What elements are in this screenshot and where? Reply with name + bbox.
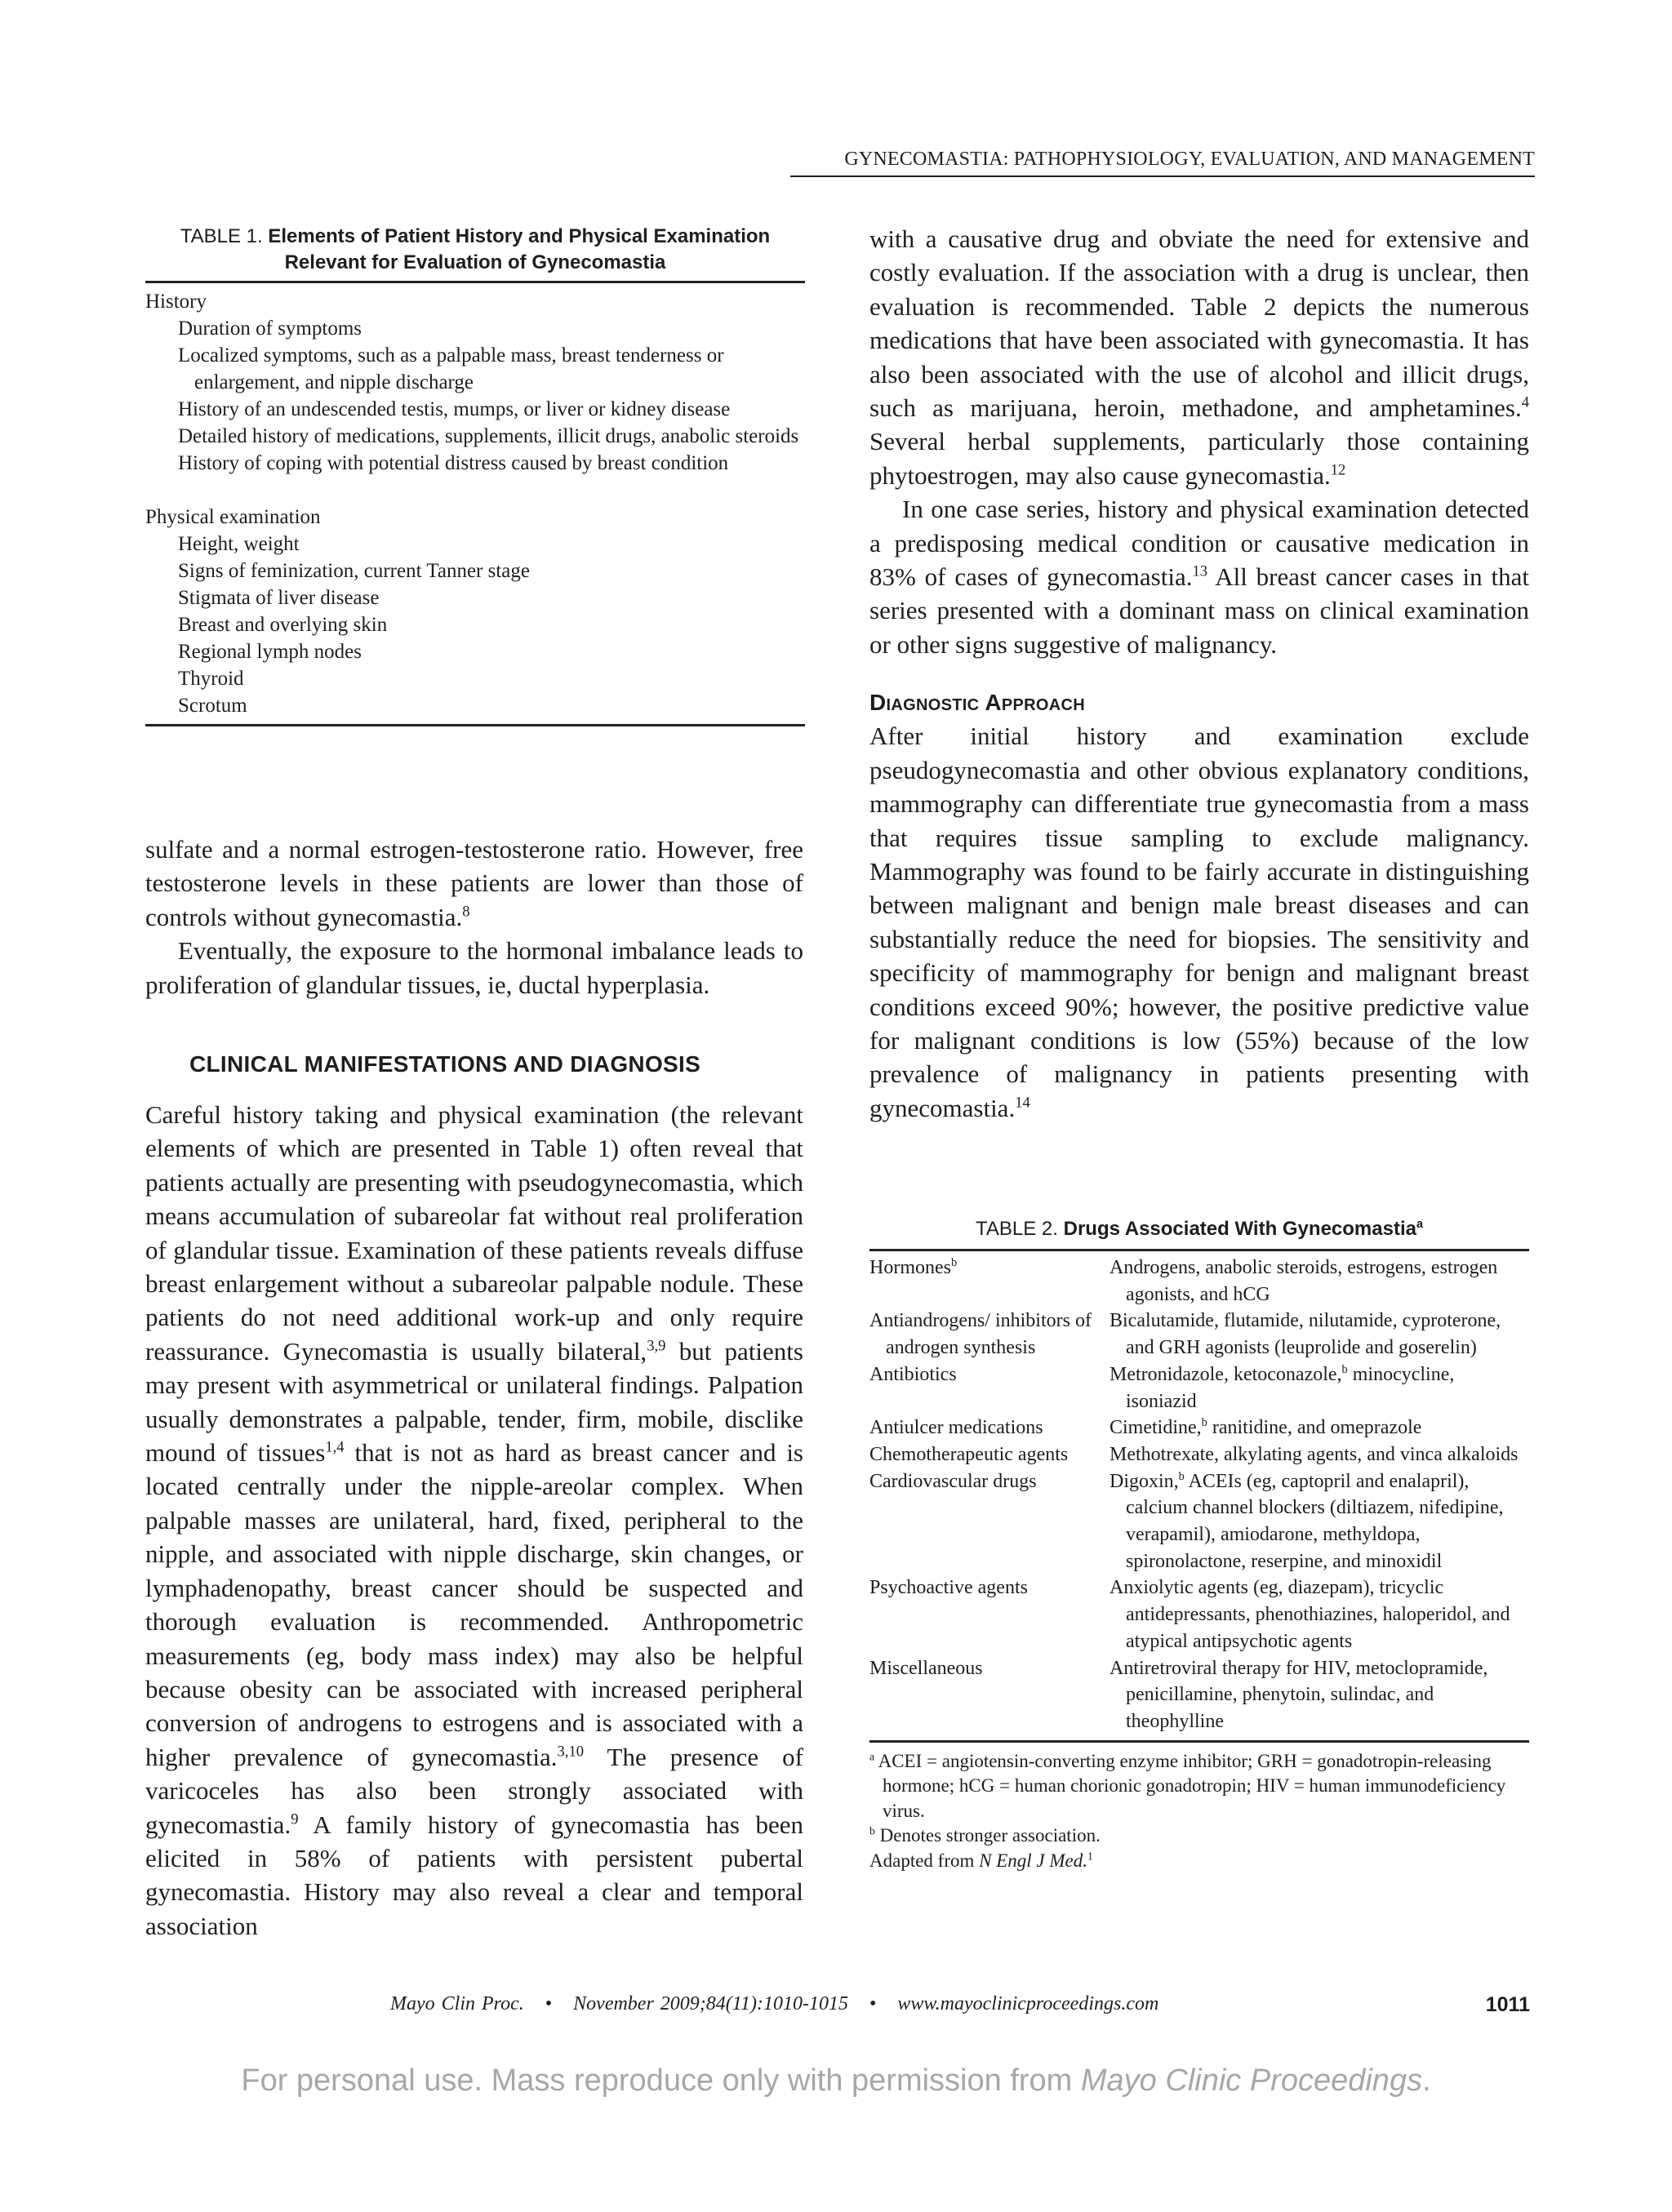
table-2 (869, 1216, 1529, 1874)
table-2-grid (869, 1251, 1529, 1740)
table-row: Miscellaneous Antiretroviral therapy for HIV, metoclopramide, penicillamine, phenytoin, sulindac, and theophylline (869, 1657, 1488, 1732)
permission-notice: For personal use. Mass reproduce only with permission from Mayo Clinic Proceedings. (241, 2063, 1431, 2098)
page-footer (145, 1993, 1530, 2026)
body-paragraph: with a causative drug and obviate the need for extensive and costly evaluation. If the association with a drug is unclear, then evaluation is recommended. Table 2 depicts the numerous medications that have been associated with gynecomastia. It has also been associated with the use of alcohol and illicit drugs, such as marijuana, heroin, methadone, and amphetamines.$^4$ Several herbal supplements, particularly those containing phytoestrogen, may also cause gynecomastia.$^{12}$ (869, 224, 1529, 490)
table-1-caption (145, 224, 805, 276)
body-paragraph: Eventually, the exposure to the hormonal imbalance leads to proliferation of glandular tissues, ie, ductal hyperplasia. (145, 936, 803, 999)
table-1-history-item: Detailed history of medications, supplements, illicit drugs, anabolic steroids (178, 425, 799, 447)
running-head: GYNECOMASTIA: PATHOPHYSIOLOGY, EVALUATION, AND MANAGEMENT (790, 149, 1535, 177)
table-2-caption: TABLE 2. Drugs Associated With Gynecomastia$^a$ (976, 1218, 1423, 1240)
footer-citation: Mayo Clin Proc. • November 2009;84(11):1010-1015 • www.mayoclinicproceedings.com (390, 1993, 1159, 2014)
table-row: Psychoactive agents Anxiolytic agents (eg, diazepam), tricyclic antidepressants, phenothiazines, haloperidol, and atypical antipsychotic agents (869, 1577, 1510, 1652)
table-row: Antibiotics Metronidazole, ketoconazole,$^b$ minocycline, isoniazid (869, 1362, 1455, 1412)
left-column (145, 833, 803, 1002)
table-1-exam-item: Stigmata of liver disease (178, 587, 380, 609)
left-column-continued (145, 1098, 803, 1943)
table-1 (145, 224, 805, 726)
table-2-footnotes (869, 1743, 1529, 1874)
table-2-title: Drugs Associated With Gynecomastia (1063, 1218, 1416, 1240)
right-column (869, 222, 1529, 1125)
table-1-exam-heading: Physical examination (145, 506, 321, 528)
table-1-title: Elements of Patient History and Physical Examination Relevant for Evaluation of Gynecomastia (268, 225, 771, 273)
table-1-exam-item: Breast and overlying skin (178, 614, 388, 636)
body-paragraph: In one case series, history and physical examination detected a predisposing medical condition or causative medication in 83% of cases of gynecomastia.$^{13}$ All breast cancer cases in that series presented with a dominant mass on clinical examination or other signs suggestive of malignancy. (869, 495, 1529, 659)
adapted-from: Adapted from N Engl J Med.$^1$ (869, 1850, 1093, 1872)
table-1-body (145, 283, 805, 724)
body-paragraph: Careful history taking and physical examination (the relevant elements of which are presented in Table 1) often reveal that patients actually are presenting with pseudogynecomastia, which means accumulation of subareolar fat without real proliferation of glandular tissue. Examination of these patients reveals diffuse breast enlargement without a subareolar palpable nodule. These patients do not need additional work-up and only require reassurance. Gynecomastia is usually bilateral,$^{3,9}$ but patients may present with asymmetrical or unilateral findings. Palpation usually demonstrates a palpable, tender, firm, mobile, disclike mound of tissues$^{1,4}$ that is not as hard as breast cancer and is located centrally under the nipple-areolar complex. When palpable masses are unilateral, hard, fixed, peripheral to the nipple, and associated with nipple discharge, skin changes, or lymphadenopathy, breast cancer should be suspected and thorough evaluation is recommended. Anthropometric measurements (eg, body mass index) may also be helpful because obesity can be associated with increased peripheral conversion of androgens to estrogens and is associated with a higher prevalence of gynecomastia.$^{3,10}$ The presence of varicoceles has also been strongly associated with gynecomastia.$^9$ A family history of gynecomastia has been elicited in 58% of patients with persistent pubertal gynecomastia. History may also reveal a clear and temporal association (145, 1100, 803, 1940)
table-1-exam-item: Scrotum (178, 695, 247, 717)
body-paragraph: sulfate and a normal estrogen-testosterone ratio. However, free testosterone levels in these patients are lower than those of controls without gynecomastia.$^8$ (145, 835, 803, 931)
footer-issue: November 2009;84(11):1010-1015 (573, 1993, 848, 2014)
table-1-exam-item: Height, weight (178, 533, 300, 555)
footnote-b: $^b$ Denotes stronger association. (869, 1824, 1101, 1846)
section-heading-clinical: CLINICAL MANIFESTATIONS AND DIAGNOSIS (189, 1051, 701, 1077)
table-row: Antiulcer medications Cimetidine,$^b$ ranitidine, and omeprazole (869, 1416, 1422, 1439)
body-paragraph: After initial history and examination exclude pseudogynecomastia and other obvious explanatory conditions, mammography can differentiate true gynecomastia from a mass that requires tissue sampling to exclude malignancy. Mammography was found to be fairly accurate in distinguishing between malignant and benign male breast diseases and can substantially reduce the need for biopsies. The sensitivity and specificity of mammography for benign and malignant breast conditions exceed 90%; however, the positive predictive value for malignant conditions is low (55%) because of the low prevalence of malignancy in patients presenting with gynecomastia.$^{14}$ (869, 722, 1529, 1122)
table-1-label: TABLE 1. (180, 225, 263, 247)
footnote-a: $^a$ ACEI = angiotensin-converting enzyme inhibitor; GRH = gonadotropin-releasing hormone; hCG = human chorionic gonadotropin; HIV = human immunodeficiency virus. (869, 1750, 1506, 1821)
table-1-history-item: Localized symptoms, such as a palpable mass, breast tenderness or enlargement, and nipple discharge (178, 344, 724, 393)
table-2-label: TABLE 2. (976, 1218, 1058, 1240)
footer-journal: Mayo Clin Proc. (390, 1993, 524, 2014)
table-1-history-item: History of coping with potential distress caused by breast condition (178, 452, 729, 474)
table-1-history-item: History of an undescended testis, mumps, or liver or kidney disease (178, 398, 731, 420)
section-heading-diagnostic: Diagnostic Approach (869, 690, 1086, 716)
footer-url[interactable]: www.mayoclinicproceedings.com (897, 1993, 1159, 2014)
table-1-exam-item: Signs of feminization, current Tanner stage (178, 560, 530, 582)
table-row: Hormones$^b$ Androgens, anabolic steroids, estrogens, estrogen agonists, and hCG (869, 1256, 1498, 1305)
table-row: Cardiovascular drugs Digoxin,$^b$ ACEIs (eg, captopril and enalapril), calcium channel blockers (diltiazem, nifedipine, verapamil), amiodarone, methyldopa, spironolactone, reserpine, and minoxidil (869, 1469, 1504, 1572)
table-row: Chemotherapeutic agents Methotrexate, alkylating agents, and vinca alkaloids (869, 1443, 1519, 1465)
table-1-exam-item: Regional lymph nodes (178, 641, 362, 663)
table-1-bottom-rule (145, 724, 805, 726)
table-1-history-item: Duration of symptoms (178, 318, 362, 340)
table-row: Antiandrogens/ inhibitors of androgen synthesis Bicalutamide, flutamide, nilutamide, cyproterone, and GRH agonists (leuprolide and goserelin) (869, 1310, 1501, 1359)
page-number: 1011 (1485, 1993, 1530, 2016)
table-1-history-heading: History (145, 291, 207, 313)
table-1-exam-item: Thyroid (178, 668, 244, 690)
